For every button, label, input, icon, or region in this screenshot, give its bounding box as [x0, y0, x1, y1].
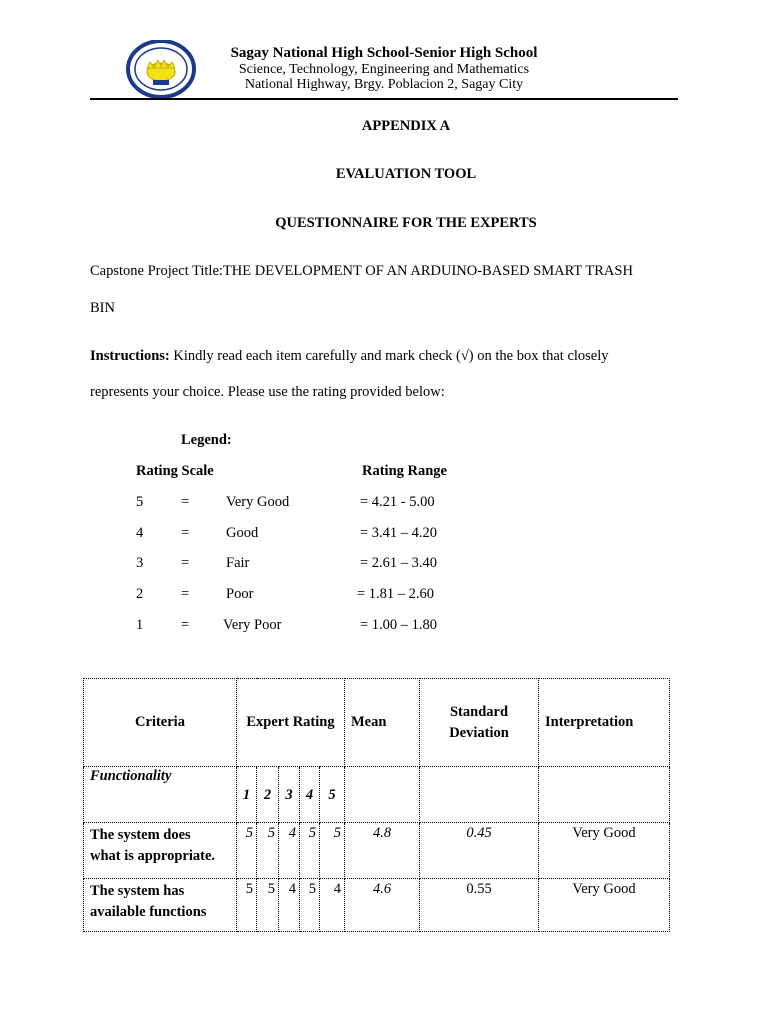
table-row: [84, 823, 670, 879]
legend-range: = 4.21 - 5.00: [360, 494, 435, 510]
school-name: Sagay National High School-Senior High School: [230, 45, 538, 61]
criteria-line1: The system does: [90, 827, 191, 843]
legend-equals: =: [181, 586, 190, 602]
rating-cell: 4: [320, 879, 345, 932]
legend-row: [0, 555, 768, 575]
legend-value: 2: [136, 586, 144, 602]
legend-equals: =: [181, 494, 190, 510]
legend-row: [0, 617, 768, 637]
legend-range: = 3.41 – 4.20: [360, 525, 438, 541]
instructions-line: [90, 348, 609, 365]
standard-deviation-header: [420, 679, 539, 767]
sd-cell: 0.55: [420, 879, 539, 932]
instructions-text: Kindly read each item carefully and mark check (√) on the box that closely: [169, 348, 609, 364]
interpretation-cell: Very Good: [539, 879, 670, 932]
expert-number: 5: [320, 767, 345, 823]
criteria-line1: The system has: [90, 883, 185, 899]
legend-label: Fair: [226, 555, 250, 571]
expert-number: 3: [279, 767, 300, 823]
header-divider: [90, 98, 678, 100]
legend-range: = 1.00 – 1.80: [360, 617, 438, 633]
project-title-continued: BIN: [90, 300, 115, 316]
legend-equals: =: [181, 525, 190, 541]
questionnaire-heading: QUESTIONNAIRE FOR THE EXPERTS: [275, 215, 537, 231]
legend-label: Poor: [226, 586, 254, 602]
rating-scale-header: Rating Scale: [136, 463, 214, 479]
address-line: National Highway, Brgy. Poblacion 2, Sagay City: [244, 77, 524, 92]
evaluation-tool-heading: EVALUATION TOOL: [335, 166, 477, 182]
section-functionality: Functionality: [84, 767, 237, 823]
interpretation-header: Interpretation: [539, 679, 670, 767]
legend-equals: =: [181, 617, 190, 633]
sd-header-line1: Standard: [449, 703, 509, 720]
mean-cell: 4.8: [345, 823, 420, 879]
criteria-cell: [84, 879, 237, 932]
rating-cell: 4: [279, 823, 300, 879]
rating-cell: 5: [237, 879, 257, 932]
legend-header-row: [0, 463, 768, 483]
mean-cell: 4.6: [345, 879, 420, 932]
instructions-continued: represents your choice. Please use the rating provided below:: [90, 384, 445, 400]
legend-label: Very Poor: [223, 617, 282, 633]
criteria-cell: [84, 823, 237, 879]
legend-row: [0, 586, 768, 606]
legend-value: 5: [136, 494, 144, 510]
legend-row: [0, 525, 768, 545]
project-title-label: Capstone Project Title:: [90, 263, 223, 279]
empty-cell: [345, 767, 420, 823]
legend-range: = 1.81 – 2.60: [357, 586, 435, 602]
legend-label: Good: [226, 525, 259, 541]
empty-cell: [539, 767, 670, 823]
rating-range-header: Rating Range: [362, 463, 447, 479]
evaluation-table: [83, 678, 670, 932]
rating-cell: 5: [257, 823, 279, 879]
legend-value: 3: [136, 555, 144, 571]
sd-header-line2: Deviation: [449, 724, 509, 741]
legend-row: [0, 494, 768, 514]
empty-cell: [420, 767, 539, 823]
table-row: [84, 879, 670, 932]
expert-rating-header: Expert Rating: [237, 679, 345, 767]
project-title-text: THE DEVELOPMENT OF AN ARDUINO-BASED SMART TRASH: [222, 263, 633, 279]
criteria-line2: available functions: [90, 904, 207, 920]
rating-cell: 5: [300, 823, 320, 879]
appendix-heading: APPENDIX A: [361, 118, 451, 134]
legend-title: Legend:: [181, 432, 232, 448]
mean-header: Mean: [345, 679, 420, 767]
criteria-header: Criteria: [84, 679, 237, 767]
expert-number: 2: [257, 767, 279, 823]
rating-cell: 4: [279, 879, 300, 932]
project-title-line: [90, 263, 633, 280]
legend-value: 4: [136, 525, 144, 541]
legend-value: 1: [136, 617, 144, 633]
rating-cell: 5: [320, 823, 345, 879]
rating-cell: 5: [237, 823, 257, 879]
legend-label: Very Good: [226, 494, 290, 510]
legend-range: = 2.61 – 3.40: [360, 555, 438, 571]
strand-line: Science, Technology, Engineering and Mathematics: [238, 62, 530, 77]
expert-number: 1: [237, 767, 257, 823]
rating-cell: 5: [300, 879, 320, 932]
table-header-row: [84, 679, 670, 767]
legend-equals: =: [181, 555, 190, 571]
expert-number: 4: [300, 767, 320, 823]
sd-cell: 0.45: [420, 823, 539, 879]
rating-cell: 5: [257, 879, 279, 932]
instructions-label: Instructions:: [90, 348, 170, 364]
interpretation-cell: Very Good: [539, 823, 670, 879]
criteria-line2: what is appropriate.: [90, 848, 216, 864]
letterhead: [0, 44, 768, 92]
section-row: [84, 767, 670, 823]
